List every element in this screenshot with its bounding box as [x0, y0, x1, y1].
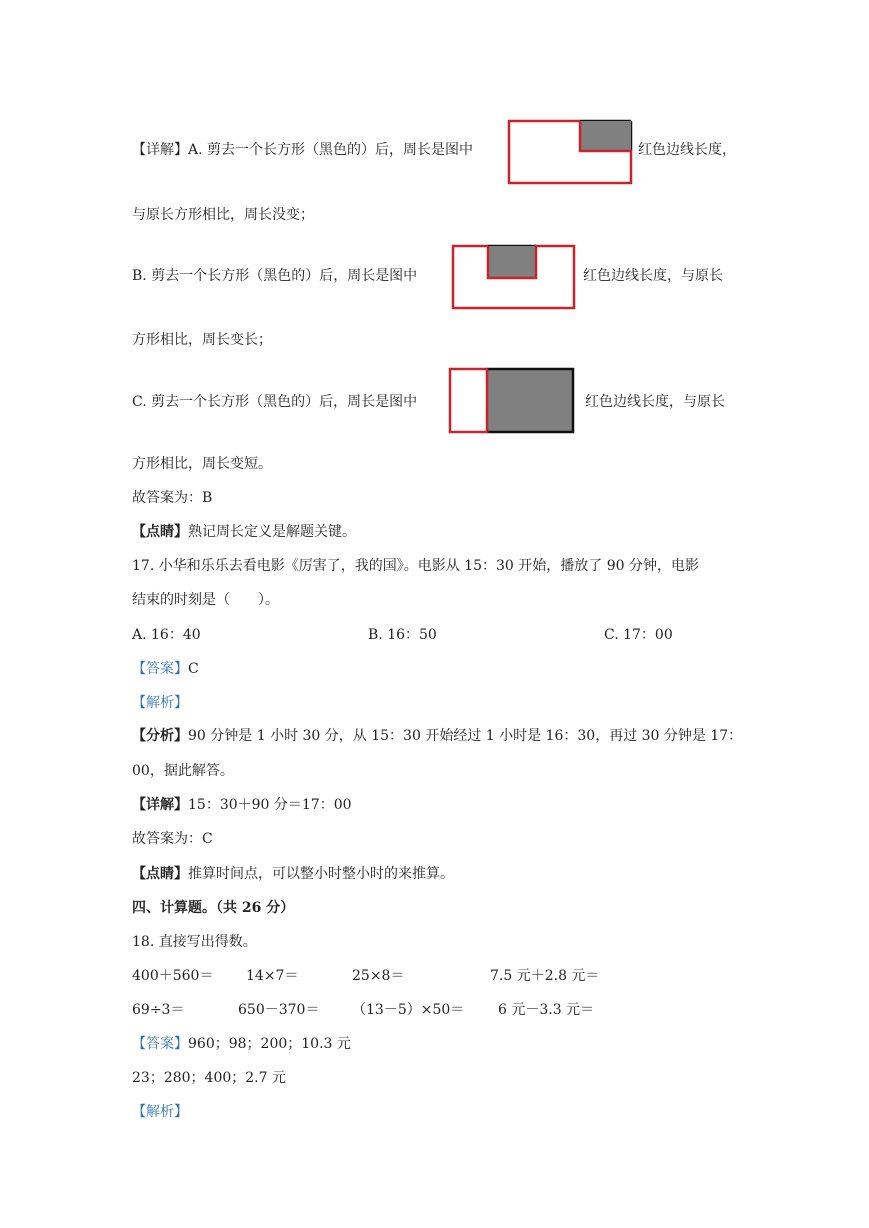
detail-c-cont: 方形相比，周长变短。	[132, 456, 272, 472]
q16-tip-text: 熟记周长定义是解题关键。	[188, 524, 356, 540]
q16-tip	[132, 522, 356, 542]
q17-fenxi-2: 00，据此解答。	[132, 763, 234, 779]
figure-a	[506, 118, 634, 186]
q17-fenxi-1	[132, 726, 742, 746]
detail-a-prefix: 【详解】A. 剪去一个长方形（黑色的）后，周长是图中	[132, 142, 474, 158]
q18-r1-c1: 400＋560＝	[132, 968, 214, 984]
q17-option-b: B. 16：50	[368, 627, 437, 643]
q17-tip-label: 【点睛】	[132, 866, 188, 882]
q17-detail-label: 【详解】	[132, 797, 188, 813]
q18-analysis-label: 【解析】	[132, 1104, 188, 1120]
section-4-title: 四、计算题。（共 26 分）	[132, 900, 295, 916]
q18-r2-c2: 650－370＝	[238, 1002, 320, 1018]
q17-answer-value: C	[188, 661, 199, 677]
q18-r2-c3: （13－5）×50＝	[352, 1002, 465, 1018]
detail-b-suffix: 红色边线长度，与原长	[583, 268, 723, 284]
q17-fenxi-label: 【分析】	[132, 728, 188, 744]
q17-answer-label: 【答案】	[132, 661, 188, 677]
q17-fenxi-text-1: 90 分钟是 1 小时 30 分，从 15：30 开始经过 1 小时是 16：30，再过 30 分钟是 17：	[188, 728, 743, 744]
q18-stem: 18. 直接写出得数。	[132, 934, 257, 950]
q17-answer	[132, 659, 199, 679]
q17-stem-1: 17. 小华和乐乐去看电影《厉害了，我的国》。电影从 15：30 开始，播放了 90 分钟，电影	[132, 558, 699, 574]
q18-r2-c4: 6 元－3.3 元＝	[498, 1002, 595, 1018]
detail-a-cont: 与原长方形相比，周长没变；	[132, 207, 314, 223]
detail-c-prefix: C. 剪去一个长方形（黑色的）后，周长是图中	[132, 394, 418, 410]
detail-a-line	[132, 140, 473, 160]
q18-r2-c1: 69÷3＝	[132, 1002, 185, 1018]
q18-r1-c2: 14×7＝	[246, 968, 299, 984]
figure-c	[447, 366, 577, 436]
q18-answer-label: 【答案】	[132, 1036, 188, 1052]
q17-detail-text: 15：30＋90 分＝17：00	[188, 797, 352, 813]
detail-a-suffix-line	[638, 140, 736, 160]
q17-option-a: A. 16：40	[132, 627, 201, 643]
q17-tip-text: 推算时间点，可以整小时整小时的来推算。	[188, 866, 454, 882]
detail-c-suffix: 红色边线长度，与原长	[585, 394, 725, 410]
q16-tip-label: 【点睛】	[132, 524, 188, 540]
q17-analysis-label: 【解析】	[132, 695, 188, 711]
q18-answer-1	[132, 1034, 351, 1054]
detail-b-prefix: B. 剪去一个长方形（黑色的）后，周长是图中	[132, 268, 418, 284]
q17-stem-2: 结束的时刻是（ ）。	[132, 592, 279, 608]
q17-option-c: C. 17：00	[604, 627, 673, 643]
detail-a-suffix: 红色边线长度，	[638, 142, 736, 158]
q18-r1-c3: 25×8＝	[352, 968, 405, 984]
q18-answer-2: 23；280；400；2.7 元	[132, 1070, 286, 1086]
q17-conclusion: 故答案为：C	[132, 831, 213, 847]
q18-r1-c4: 7.5 元＋2.8 元＝	[490, 968, 600, 984]
figure-b	[450, 243, 578, 311]
q17-tip	[132, 864, 454, 884]
q17-detail	[132, 795, 352, 815]
detail-b-cont: 方形相比，周长变长；	[132, 332, 272, 348]
q16-conclusion: 故答案为：B	[132, 490, 213, 506]
q18-answer-text-1: 960；98；200；10.3 元	[188, 1036, 351, 1052]
